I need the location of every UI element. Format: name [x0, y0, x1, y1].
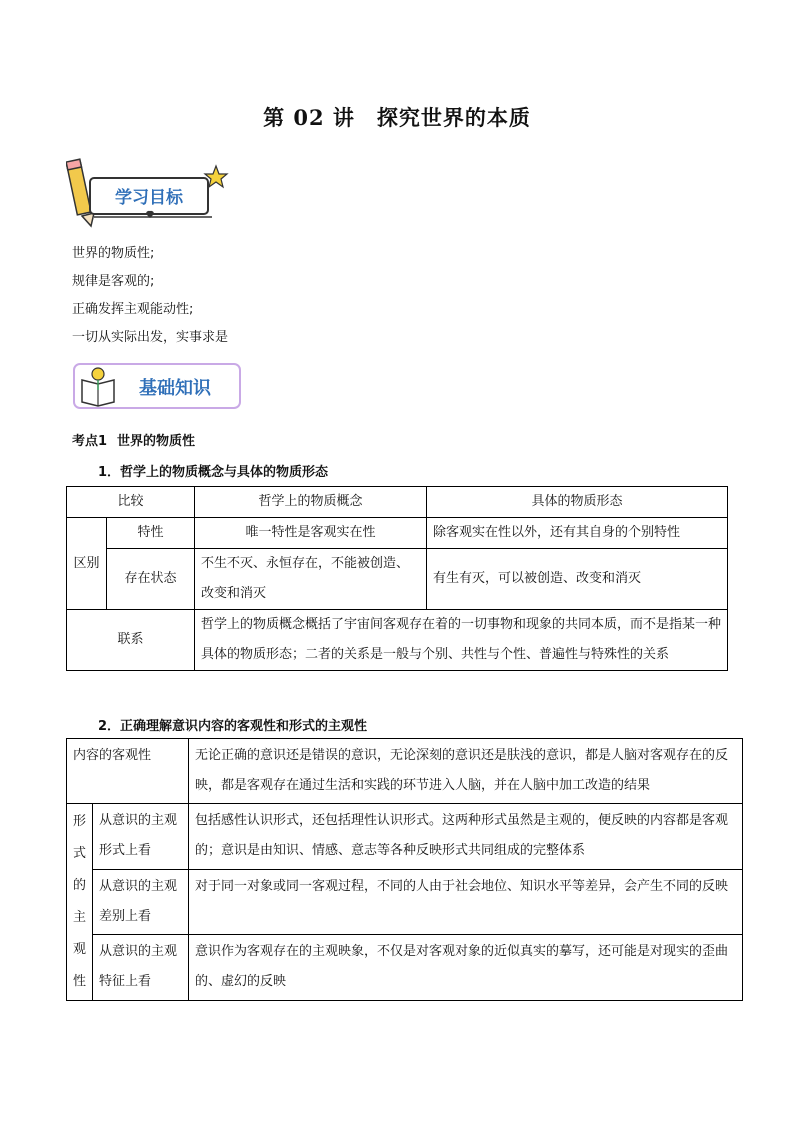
group-label-char: 式	[73, 846, 87, 861]
table-row	[67, 804, 743, 870]
table-cell: 从意识的主观特征上看	[93, 935, 189, 1001]
learning-goals-badge	[66, 156, 236, 232]
group-label-cell	[67, 804, 93, 1001]
table-cell: 不生不灭、永恒存在，不能被创造、改变和消灭	[195, 549, 427, 610]
group-label-char: 性	[73, 974, 87, 989]
basic-knowledge-badge	[72, 362, 244, 412]
section-title: 世界的物质性	[117, 434, 196, 449]
table-row	[67, 935, 743, 1001]
goal-item: 一切从实际出发，实事求是	[72, 330, 229, 345]
table-cell: 包括感性认识形式，还包括理性认识形式。这两种形式虽然是主观的，便反映的内容都是客观的；意识是由知识、情感、意志等各种反映形式共同组成的完整体系	[189, 804, 743, 870]
table-row	[67, 739, 743, 804]
goals-list	[72, 240, 228, 352]
table-header-row	[67, 487, 728, 518]
goal-item: 规律是客观的;	[72, 274, 155, 289]
table-cell: 从意识的主观差别上看	[93, 869, 189, 935]
table-cell: 有生有灭，可以被创造、改变和消灭	[427, 549, 728, 610]
group-label-char: 主	[73, 910, 87, 925]
table-row	[67, 518, 728, 549]
table-cell: 唯一特性是客观实在性	[195, 518, 427, 549]
subheading-1: 1．哲学上的物质概念与具体的物质形态	[98, 465, 329, 480]
table-row	[67, 869, 743, 935]
subheading-2: 2．正确理解意识内容的客观性和形式的主观性	[98, 719, 368, 734]
table-cell: 除客观实在性以外，还有其自身的个别特性	[427, 518, 728, 549]
table-header-cell: 具体的物质形态	[427, 487, 728, 518]
goal-item: 正确发挥主观能动性;	[72, 302, 194, 317]
table-cell: 存在状态	[107, 549, 195, 610]
table-header-cell: 哲学上的物质概念	[195, 487, 427, 518]
goal-item: 世界的物质性;	[72, 246, 155, 261]
page-title: 第 02 讲 探究世界的本质	[263, 105, 531, 130]
group-label-char: 形	[73, 814, 87, 829]
matter-comparison-table	[66, 486, 728, 671]
table-header-cell: 比较	[67, 487, 195, 518]
section-label: 考点1	[72, 434, 108, 449]
table-row	[67, 549, 728, 610]
badge-goal-label: 学习目标	[115, 188, 183, 208]
table-cell: 哲学上的物质概念概括了宇宙间客观存在着的一切事物和现象的共同本质，而不是指某一种具体的物质形态；二者的关系是一般与个别、共性与个性、普遍性与特殊性的关系	[195, 610, 728, 671]
table-cell: 意识作为客观存在的主观映象，不仅是对客观对象的近似真实的摹写，还可能是对现实的歪曲的、虚幻的反映	[189, 935, 743, 1001]
table-row	[67, 610, 728, 671]
table-cell: 无论正确的意识还是错误的意识，无论深刻的意识还是肤浅的意识，都是人脑对客观存在的反映，都是客观存在通过生活和实践的环节进入人脑，并在人脑中加工改造的结果	[189, 739, 743, 804]
group-label-char: 的	[73, 878, 87, 893]
consciousness-table	[66, 738, 743, 1001]
section-heading	[72, 430, 195, 449]
table-cell: 特性	[107, 518, 195, 549]
table-cell: 从意识的主观形式上看	[93, 804, 189, 870]
table-cell: 内容的客观性	[67, 739, 189, 804]
group-label-char: 观	[73, 942, 87, 957]
table-cell: 联系	[67, 610, 195, 671]
group-label-cell: 区别	[67, 518, 107, 610]
table-cell: 对于同一对象或同一客观过程，不同的人由于社会地位、知识水平等差异，会产生不同的反映	[189, 869, 743, 935]
badge-basic-label: 基础知识	[139, 378, 211, 399]
